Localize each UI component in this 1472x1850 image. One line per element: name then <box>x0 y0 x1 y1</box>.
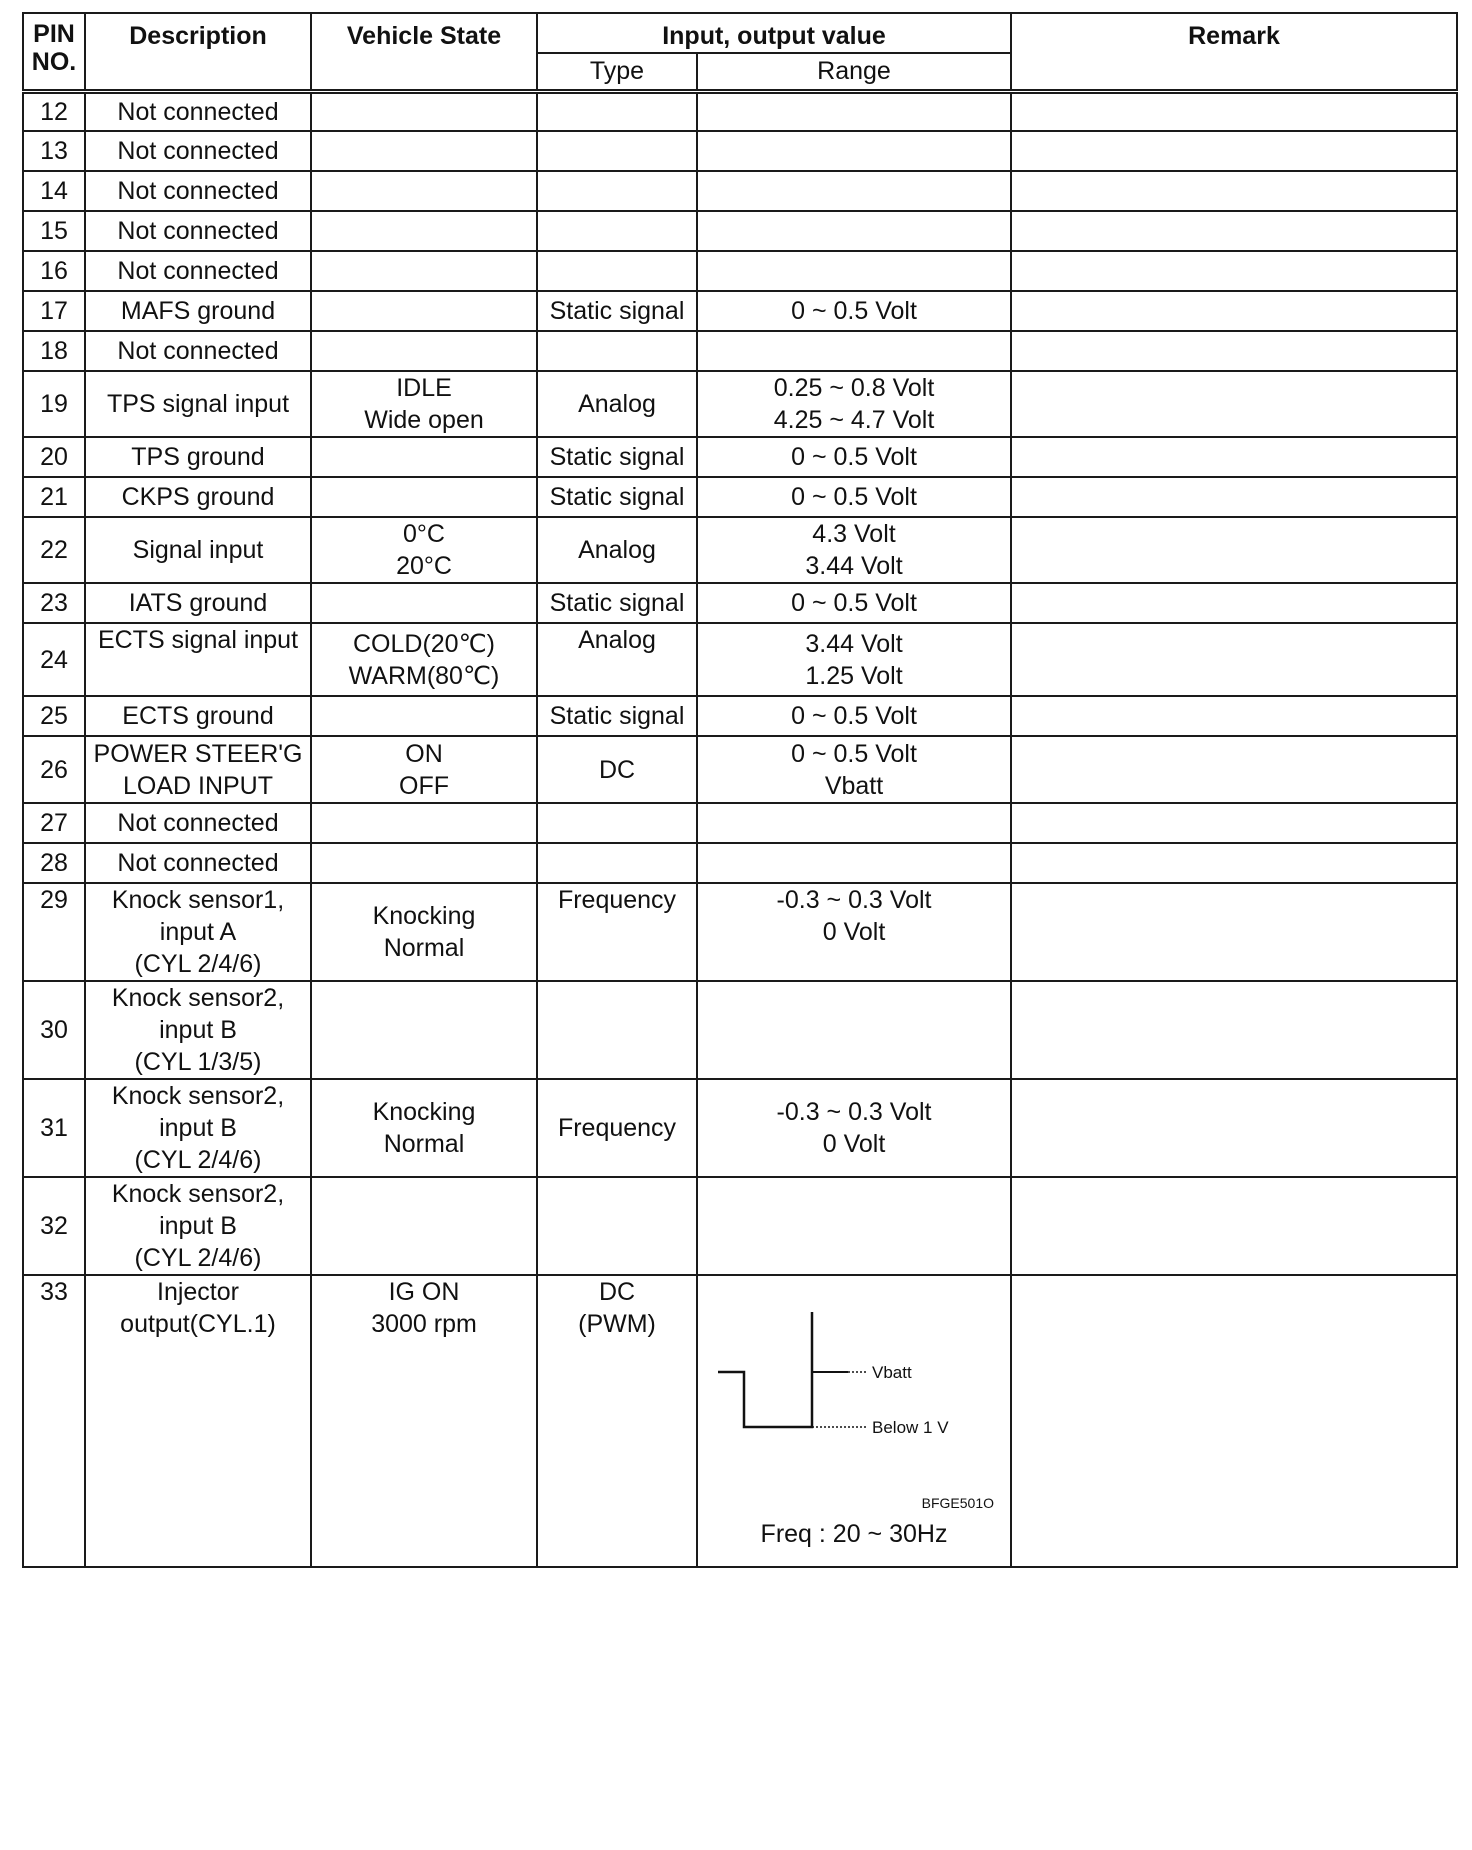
range-cell <box>697 981 1011 1079</box>
type-cell <box>537 131 697 171</box>
table-row <box>23 291 1457 331</box>
table-row <box>23 1177 1457 1275</box>
range-cell <box>697 736 1011 803</box>
pin-cell: 14 <box>23 171 85 211</box>
header-pin-no <box>23 13 85 91</box>
vehicle-state-cell <box>311 1079 537 1177</box>
range-cell <box>697 1177 1011 1275</box>
range-line: 0 ~ 0.5 Volt <box>791 589 917 617</box>
remark-cell <box>1011 171 1457 211</box>
table-row <box>23 623 1457 696</box>
vehicle-state-line: Knocking <box>372 902 476 930</box>
vehicle-state-cell <box>311 623 537 696</box>
range-cell <box>697 371 1011 437</box>
type-cell <box>537 981 697 1079</box>
description-line: MAFS ground <box>120 297 276 325</box>
range-line: -0.3 ~ 0.3 Volt <box>776 1098 932 1126</box>
table-row <box>23 371 1457 437</box>
range-line: Vbatt <box>824 771 884 800</box>
vehicle-state-cell <box>311 803 537 843</box>
description-cell <box>85 517 311 583</box>
vehicle-state-line: OFF <box>399 771 449 800</box>
description-line: Signal input <box>132 536 264 564</box>
vehicle-state-line: 3000 rpm <box>371 1310 477 1338</box>
range-cell <box>697 583 1011 623</box>
pin-cell: 29 <box>23 883 85 981</box>
pwm-waveform-trace <box>718 1312 812 1427</box>
range-cell <box>697 291 1011 331</box>
remark-cell <box>1011 477 1457 517</box>
vehicle-state-cell <box>311 736 537 803</box>
description-line: Injector <box>157 1278 239 1306</box>
description-line: ECTS signal input <box>97 626 299 654</box>
remark-cell <box>1011 91 1457 131</box>
type-cell <box>537 211 697 251</box>
pin-cell: 19 <box>23 371 85 437</box>
description-cell <box>85 131 311 171</box>
vehicle-state-cell <box>311 981 537 1079</box>
description-line: Not connected <box>117 97 279 126</box>
description-cell <box>85 981 311 1079</box>
table-row <box>23 583 1457 623</box>
description-cell <box>85 843 311 883</box>
description-line: Knock sensor1, <box>111 886 285 914</box>
remark-cell <box>1011 1079 1457 1177</box>
remark-cell <box>1011 331 1457 371</box>
table-row <box>23 883 1457 981</box>
type-cell <box>537 251 697 291</box>
description-line: (CYL 2/4/6) <box>134 1244 262 1272</box>
vehicle-state-line: Normal <box>383 934 465 962</box>
type-cell <box>537 583 697 623</box>
vehicle-state-line: Wide open <box>364 406 484 434</box>
range-line: 0 ~ 0.5 Volt <box>791 297 917 325</box>
range-line: 3.44 Volt <box>805 629 903 658</box>
vehicle-state-cell <box>311 171 537 211</box>
remark-cell <box>1011 623 1457 696</box>
header-description: Description <box>85 13 311 91</box>
description-cell <box>85 623 311 696</box>
table-row <box>23 211 1457 251</box>
description-line: Not connected <box>117 137 279 165</box>
header-pin-no-line2: NO. <box>31 48 77 76</box>
pwm-frequency: Freq : 20 ~ 30Hz <box>760 1520 948 1548</box>
description-line: TPS signal input <box>106 390 290 418</box>
range-line: 0 Volt <box>822 1130 886 1158</box>
description-line: POWER STEER'G <box>93 739 303 768</box>
description-cell <box>85 251 311 291</box>
vehicle-state-cell <box>311 843 537 883</box>
table-row <box>23 1079 1457 1177</box>
remark-cell <box>1011 883 1457 981</box>
type-line: Static signal <box>549 589 685 617</box>
pin-table <box>22 12 1458 1568</box>
pin-cell: 21 <box>23 477 85 517</box>
range-cell <box>697 131 1011 171</box>
type-line: Analog <box>578 536 656 564</box>
type-cell <box>537 843 697 883</box>
below-1v-label: Below 1 V <box>872 1418 949 1437</box>
table-row <box>23 251 1457 291</box>
type-cell <box>537 437 697 477</box>
vehicle-state-cell <box>311 251 537 291</box>
description-line: input A <box>159 918 237 946</box>
range-cell <box>697 437 1011 477</box>
pin-cell: 23 <box>23 583 85 623</box>
type-cell <box>537 291 697 331</box>
description-line: (CYL 2/4/6) <box>134 1146 262 1174</box>
range-cell <box>697 1079 1011 1177</box>
table-row <box>23 981 1457 1079</box>
vehicle-state-cell <box>311 331 537 371</box>
pin-cell: 25 <box>23 696 85 736</box>
remark-cell <box>1011 251 1457 291</box>
remark-cell <box>1011 437 1457 477</box>
description-cell <box>85 736 311 803</box>
header-type: Type <box>537 53 697 91</box>
description-line: TPS ground <box>131 443 265 471</box>
range-cell <box>697 211 1011 251</box>
description-line: Not connected <box>117 177 279 205</box>
type-cell <box>537 696 697 736</box>
remark-cell <box>1011 131 1457 171</box>
remark-cell <box>1011 1275 1457 1567</box>
remark-cell <box>1011 981 1457 1079</box>
pin-cell: 27 <box>23 803 85 843</box>
pin-cell: 15 <box>23 211 85 251</box>
description-cell <box>85 583 311 623</box>
vehicle-state-line: ON <box>405 739 443 768</box>
pin-table-sheet <box>22 12 1456 1838</box>
pin-cell: 31 <box>23 1079 85 1177</box>
pin-cell: 17 <box>23 291 85 331</box>
description-line: Knock sensor2, <box>111 1180 285 1208</box>
table-row <box>23 843 1457 883</box>
range-cell <box>697 696 1011 736</box>
remark-cell <box>1011 1177 1457 1275</box>
type-cell <box>537 91 697 131</box>
vehicle-state-cell <box>311 477 537 517</box>
description-cell <box>85 696 311 736</box>
range-line: 0 Volt <box>822 918 886 946</box>
remark-cell <box>1011 696 1457 736</box>
range-cell <box>697 843 1011 883</box>
type-cell <box>537 477 697 517</box>
pin-cell: 32 <box>23 1177 85 1275</box>
range-cell <box>697 623 1011 696</box>
vehicle-state-cell <box>311 211 537 251</box>
range-cell <box>697 91 1011 131</box>
table-row <box>23 437 1457 477</box>
description-line: Knock sensor2, <box>111 984 285 1012</box>
pin-cell: 16 <box>23 251 85 291</box>
type-line: (PWM) <box>578 1310 656 1338</box>
injector-waveform <box>698 1282 1010 1550</box>
description-line: input B <box>159 1212 237 1240</box>
type-cell <box>537 171 697 211</box>
description-line: Not connected <box>117 257 279 285</box>
range-line: 0 ~ 0.5 Volt <box>791 483 917 511</box>
vehicle-state-cell <box>311 517 537 583</box>
type-cell <box>537 1275 697 1567</box>
description-cell <box>85 883 311 981</box>
table-row <box>23 477 1457 517</box>
range-line: 0 ~ 0.5 Volt <box>791 739 917 768</box>
vehicle-state-cell <box>311 91 537 131</box>
type-line: Frequency <box>557 886 677 914</box>
vehicle-state-line: WARM(80℃) <box>348 661 500 690</box>
range-cell <box>697 883 1011 981</box>
table-row <box>23 1275 1457 1567</box>
pin-cell: 28 <box>23 843 85 883</box>
vehicle-state-cell <box>311 291 537 331</box>
type-line: DC <box>598 755 636 784</box>
range-cell <box>697 251 1011 291</box>
description-line: input B <box>159 1016 237 1044</box>
table-row <box>23 517 1457 583</box>
pin-cell: 33 <box>23 1275 85 1567</box>
pin-cell: 24 <box>23 623 85 696</box>
range-line: 3.44 Volt <box>805 552 903 580</box>
vehicle-state-cell <box>311 1275 537 1567</box>
type-cell <box>537 1079 697 1177</box>
remark-cell <box>1011 843 1457 883</box>
vehicle-state-cell <box>311 371 537 437</box>
type-line: DC <box>598 1278 636 1306</box>
table-row <box>23 803 1457 843</box>
pwm-waveform-graphic <box>698 1282 1011 1512</box>
vehicle-state-cell <box>311 883 537 981</box>
vehicle-state-cell <box>311 696 537 736</box>
pin-cell: 22 <box>23 517 85 583</box>
range-line: 0 ~ 0.5 Volt <box>791 702 917 730</box>
vehicle-state-cell <box>311 1177 537 1275</box>
vehicle-state-line: IG ON <box>388 1278 460 1306</box>
description-cell <box>85 1177 311 1275</box>
type-line: Static signal <box>549 297 685 325</box>
vehicle-state-cell <box>311 437 537 477</box>
pin-rows <box>23 91 1457 1567</box>
figure-id: BFGE501O <box>921 1495 994 1511</box>
description-line: LOAD INPUT <box>122 771 274 800</box>
table-row <box>23 331 1457 371</box>
type-line: Analog <box>578 626 656 654</box>
remark-cell <box>1011 291 1457 331</box>
type-cell <box>537 517 697 583</box>
remark-cell <box>1011 736 1457 803</box>
description-line: (CYL 2/4/6) <box>134 950 262 978</box>
vehicle-state-line: Normal <box>383 1130 465 1158</box>
range-line: 1.25 Volt <box>805 661 903 690</box>
pin-cell: 30 <box>23 981 85 1079</box>
header-remark: Remark <box>1011 13 1457 91</box>
range-line: -0.3 ~ 0.3 Volt <box>776 886 932 914</box>
type-cell <box>537 736 697 803</box>
table-row <box>23 696 1457 736</box>
type-line: Static signal <box>549 702 685 730</box>
description-cell <box>85 291 311 331</box>
description-line: (CYL 1/3/5) <box>134 1048 262 1076</box>
type-cell <box>537 371 697 437</box>
header-vehicle-state: Vehicle State <box>311 13 537 91</box>
vehicle-state-line: COLD(20℃) <box>353 629 495 658</box>
vbatt-label: Vbatt <box>872 1363 912 1382</box>
range-cell <box>697 517 1011 583</box>
range-line: 0 ~ 0.5 Volt <box>791 443 917 471</box>
type-line: Analog <box>578 390 656 418</box>
description-cell <box>85 477 311 517</box>
type-cell <box>537 1177 697 1275</box>
table-row <box>23 736 1457 803</box>
vehicle-state-line: 20°C <box>396 552 452 580</box>
remark-cell <box>1011 517 1457 583</box>
description-line: Not connected <box>117 337 279 365</box>
pin-cell: 18 <box>23 331 85 371</box>
range-cell <box>697 331 1011 371</box>
type-line: Static signal <box>549 443 685 471</box>
table-row <box>23 171 1457 211</box>
type-cell <box>537 623 697 696</box>
description-line: input B <box>159 1114 237 1142</box>
type-line: Static signal <box>549 483 685 511</box>
type-cell <box>537 803 697 843</box>
vehicle-state-cell <box>311 583 537 623</box>
header-io-value: Input, output value <box>537 13 1011 53</box>
description-cell <box>85 1079 311 1177</box>
vehicle-state-line: Knocking <box>372 1098 476 1126</box>
type-cell <box>537 331 697 371</box>
range-cell <box>697 477 1011 517</box>
range-line: 4.3 Volt <box>812 520 896 548</box>
description-cell <box>85 331 311 371</box>
description-line: Knock sensor2, <box>111 1082 285 1110</box>
pin-cell: 13 <box>23 131 85 171</box>
range-line: 0.25 ~ 0.8 Volt <box>773 374 935 402</box>
remark-cell <box>1011 371 1457 437</box>
type-line: Frequency <box>557 1114 677 1142</box>
range-waveform-cell <box>697 1275 1011 1567</box>
remark-cell <box>1011 211 1457 251</box>
description-line: Not connected <box>117 809 279 837</box>
range-cell <box>697 803 1011 843</box>
header-range: Range <box>697 53 1011 91</box>
pin-cell: 20 <box>23 437 85 477</box>
description-line: IATS ground <box>128 589 268 617</box>
range-cell <box>697 171 1011 211</box>
description-cell <box>85 91 311 131</box>
description-cell <box>85 1275 311 1567</box>
description-cell <box>85 371 311 437</box>
type-cell <box>537 883 697 981</box>
remark-cell <box>1011 803 1457 843</box>
remark-cell <box>1011 583 1457 623</box>
description-line: output(CYL.1) <box>120 1310 276 1338</box>
vehicle-state-cell <box>311 131 537 171</box>
description-line: CKPS ground <box>121 483 275 511</box>
header-pin-no-line1: PIN <box>33 20 75 48</box>
pin-cell: 12 <box>23 91 85 131</box>
description-line: Not connected <box>117 849 279 877</box>
description-cell <box>85 171 311 211</box>
pin-cell: 26 <box>23 736 85 803</box>
description-line: Not connected <box>117 217 279 245</box>
table-row <box>23 131 1457 171</box>
range-line: 4.25 ~ 4.7 Volt <box>773 406 935 434</box>
description-cell <box>85 437 311 477</box>
description-cell <box>85 211 311 251</box>
description-cell <box>85 803 311 843</box>
description-line: ECTS ground <box>122 702 274 730</box>
vehicle-state-line: IDLE <box>396 374 452 402</box>
table-row <box>23 91 1457 131</box>
vehicle-state-line: 0°C <box>403 520 445 548</box>
